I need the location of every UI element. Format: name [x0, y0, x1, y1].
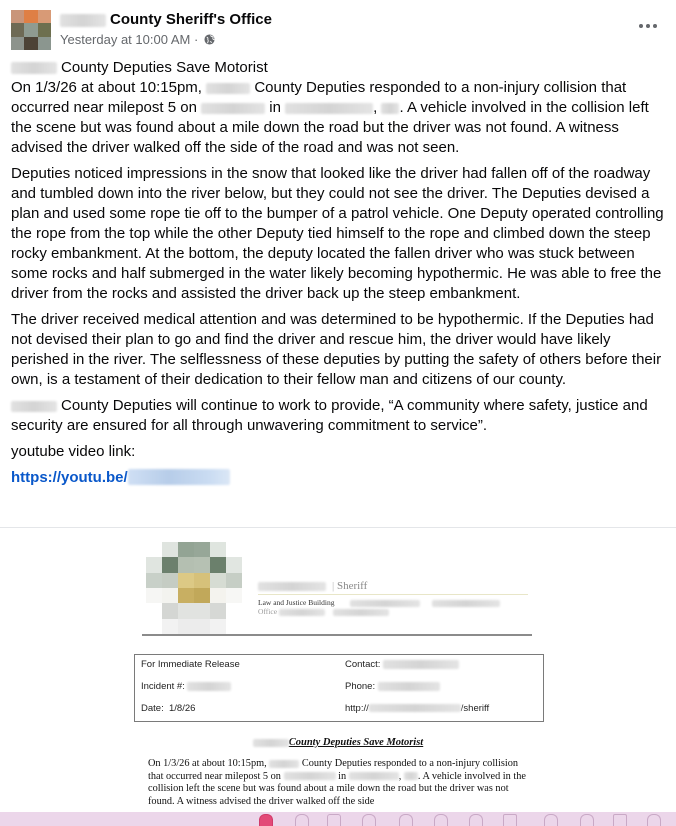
letterhead-title: | Sheriff	[258, 580, 367, 592]
letterhead-rule	[142, 634, 532, 636]
press-release-image[interactable]	[0, 528, 676, 826]
post-timestamp[interactable]: Yesterday at 10:00 AM	[60, 32, 191, 47]
app-icon-8[interactable]	[503, 814, 517, 826]
redacted-text	[383, 660, 459, 669]
redacted-text	[349, 772, 399, 780]
post-paragraph-4: County Deputies will continue to work to provide, “A community where safety, justice and security are ensured for all through unwavering commitment to service”.	[11, 397, 648, 434]
letterhead-address: Law and Justice Building	[258, 598, 500, 607]
redacted-text	[333, 609, 389, 616]
redacted-text	[206, 83, 250, 94]
app-icon-2[interactable]	[295, 814, 309, 826]
letterhead-underline	[258, 594, 528, 595]
redacted-text	[381, 103, 399, 114]
redacted-text	[253, 739, 289, 747]
redacted-text	[284, 772, 336, 780]
post-paragraph-1: On 1/3/26 at about 10:15pm, County Deputies responded to a non-injury collision that occurred near milepost 5 on in , . A vehicle involved in the collision left the scene but was found about a mile down the road but the driver was not found. A witness advised the driver walked off the side of the road and was not seen.	[11, 79, 649, 156]
redacted-text	[258, 582, 326, 591]
redacted-text	[201, 103, 265, 114]
contact: Contact:	[345, 659, 459, 670]
page-name[interactable]: County Sheriff's Office	[60, 10, 272, 29]
phone: Phone:	[345, 681, 440, 692]
redacted-county-name	[60, 14, 106, 27]
document-body: On 1/3/26 at about 10:15pm, County Deputies responded to a non-injury collision that occurred near milepost 5 on in , . A vehicle involved in the collision left the scene but was found about a mile down the road but the driver was not found. A witness advised the driver walked off the side	[148, 758, 526, 807]
page-avatar[interactable]	[11, 10, 51, 50]
post-paragraph-3: The driver received medical attention and was determined to be hypothermic. If the Deputies had not devised their plan to go and find the driver and rescue him, the driver would have likely perished in the river. The selflessness of these deputies by putting the safety of others before their own, is a testament of their dedication to their fellow man and citizens of our county.	[11, 311, 662, 388]
post-header	[0, 0, 676, 55]
redacted-text	[350, 600, 420, 607]
app-icon-5[interactable]	[399, 814, 413, 826]
redacted-text	[404, 772, 418, 780]
redacted-video-id	[128, 469, 230, 485]
redacted-text	[11, 401, 57, 412]
post-meta: Yesterday at 10:00 AM ·	[60, 31, 215, 48]
youtube-link[interactable]: https://youtu.be/	[11, 469, 230, 486]
app-icon-6[interactable]	[434, 814, 448, 826]
release-date: Date: 1/8/26	[141, 703, 196, 714]
globe-icon	[204, 34, 215, 45]
post-body	[11, 58, 667, 494]
wifi-icon[interactable]	[544, 814, 558, 826]
redacted-text	[432, 600, 500, 607]
redacted-text	[11, 62, 57, 74]
redacted-text	[378, 682, 440, 691]
post-paragraph-2: Deputies noticed impressions in the snow that looked like the driver had fallen off of the roadway and tumbled down into the river below, but they could not see the driver. The Deputies devised a plan and used some rope tie off to the bumper of a patrol vehicle. One Deputy operated controlling the rope from the top while the other Deputy tied himself to the rope and climbed down the steep rocky embankment. At the bottom, the deputy located the fallen driver who was stuck between some rocks and half submerged in the water likely becoming hypothermic. He was able to free the driver from the rocks and assisted the driver back up the steep embankment.	[11, 165, 664, 302]
redacted-text	[285, 103, 373, 114]
release-info-box	[134, 654, 544, 722]
document-heading: County Deputies Save Motorist	[0, 737, 676, 748]
user-icon[interactable]	[647, 814, 661, 826]
redacted-text	[369, 704, 461, 712]
letterhead-office: Office	[258, 607, 389, 616]
website-url: http:// /sheriff	[345, 703, 490, 714]
app-icon-1[interactable]	[259, 814, 273, 826]
post-title: County Deputies Save Motorist	[11, 58, 667, 78]
redacted-text	[187, 682, 231, 691]
redacted-text	[269, 760, 299, 768]
app-icon-3[interactable]	[327, 814, 341, 826]
search-icon[interactable]	[580, 814, 594, 826]
more-options-button[interactable]	[637, 20, 659, 32]
sheriff-badge-logo	[146, 542, 242, 634]
more-options-icon	[639, 24, 643, 28]
control-center-icon[interactable]	[613, 814, 627, 826]
video-link-line	[11, 468, 667, 488]
app-icon-4[interactable]	[362, 814, 376, 826]
redacted-text	[279, 609, 325, 616]
app-icon-7[interactable]	[469, 814, 483, 826]
incident-number: Incident #:	[141, 681, 231, 692]
release-label: For Immediate Release	[141, 659, 240, 670]
video-label: youtube video link:	[11, 443, 136, 460]
